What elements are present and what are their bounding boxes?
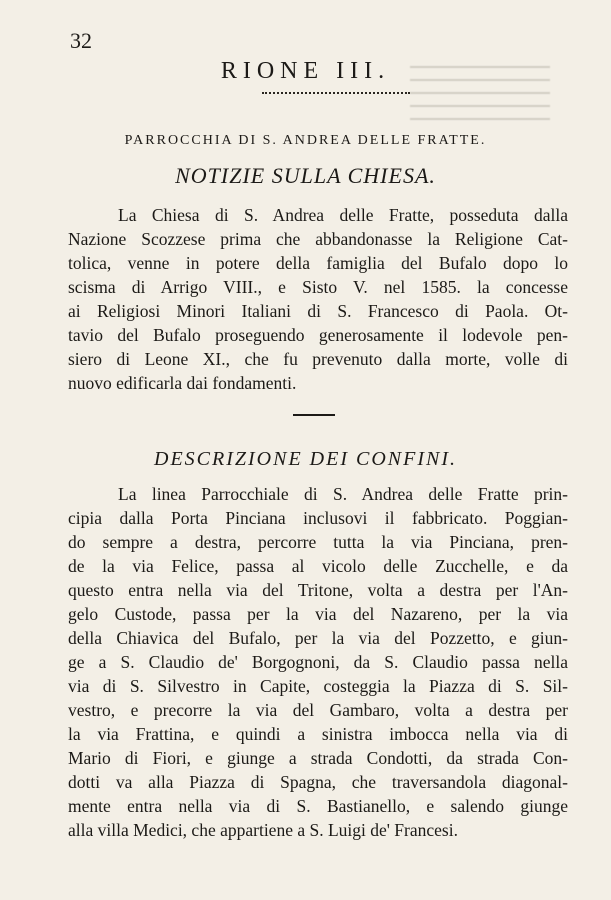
text-line: tolica, venne in potere della famiglia del Bufalo dopo lo xyxy=(68,253,568,273)
text-line: via di S. Silvestro in Capite, costeggia la Piazza di S. Sil- xyxy=(68,676,568,696)
text-line: alla villa Medici, che appartiene a S. Luigi de' Francesi. xyxy=(68,820,458,840)
text-line: dotti va alla Piazza di Spagna, che traversandola diagonal- xyxy=(68,772,568,792)
text-line: nuovo edificarla dai fondamenti. xyxy=(68,373,297,393)
text-line: ge a S. Claudio de' Borgognoni, da S. Claudio passa nella xyxy=(68,652,568,672)
text-line: vestro, e precorre la via del Gambaro, volta a destra per xyxy=(68,700,568,720)
text-line: siero di Leone XI., che fu prevenuto dalla morte, volle di xyxy=(68,349,568,369)
parish-title: PARROCCHIA DI S. ANDREA DELLE FRATTE. xyxy=(124,133,487,148)
text-line: do sempre a destra, percorre tutta la via Pinciana, pren- xyxy=(68,532,568,552)
text-line: La linea Parrocchiale di S. Andrea delle Fratte prin- xyxy=(118,484,568,504)
text-line: Nazione Scozzese prima che abbandonasse la Religione Cat- xyxy=(68,229,568,249)
text-line: La Chiesa di S. Andrea delle Fratte, posseduta dalla xyxy=(118,205,568,225)
section-separator xyxy=(293,414,335,416)
text-line: ai Religiosi Minori Italiani di S. Francesco di Paola. Ot- xyxy=(68,301,568,321)
rione-title: RIONE III. xyxy=(220,58,391,84)
paragraph-confini xyxy=(68,482,568,842)
page-number: 32 xyxy=(70,28,92,53)
text-line: mente entra nella via di S. Bastianello, e salendo giunge xyxy=(68,796,568,816)
text-line: cipia dalla Porta Pinciana inclusovi il fabbricato. Poggian- xyxy=(68,508,568,528)
text-line: della Chiavica del Bufalo, per la via del Pozzetto, e giun- xyxy=(68,628,568,648)
text-line: de la via Felice, passa al vicolo delle Zucchelle, e da xyxy=(68,556,568,576)
text-line: scisma di Arrigo VIII., e Sisto V. nel 1585. la concesse xyxy=(68,277,568,297)
text-line: la via Frattina, e quindi a sinistra imbocca nella via di xyxy=(68,724,568,744)
section-heading-notizie: NOTIZIE SULLA CHIESA. xyxy=(175,163,436,188)
text-line: tavio del Bufalo proseguendo generosamente il lodevole pen- xyxy=(68,325,568,345)
text-line: Mario di Fiori, e giunge a strada Condotti, da strada Con- xyxy=(68,748,568,768)
section-heading-descrizione: DESCRIZIONE DEI CONFINI. xyxy=(154,448,457,470)
dotted-rule xyxy=(262,92,410,94)
text-line: questo entra nella via del Tritone, volta a destra per l'An- xyxy=(68,580,568,600)
paragraph-notizie xyxy=(68,203,568,395)
text-line: gelo Custode, passa per la via del Nazareno, per la via xyxy=(68,604,568,624)
